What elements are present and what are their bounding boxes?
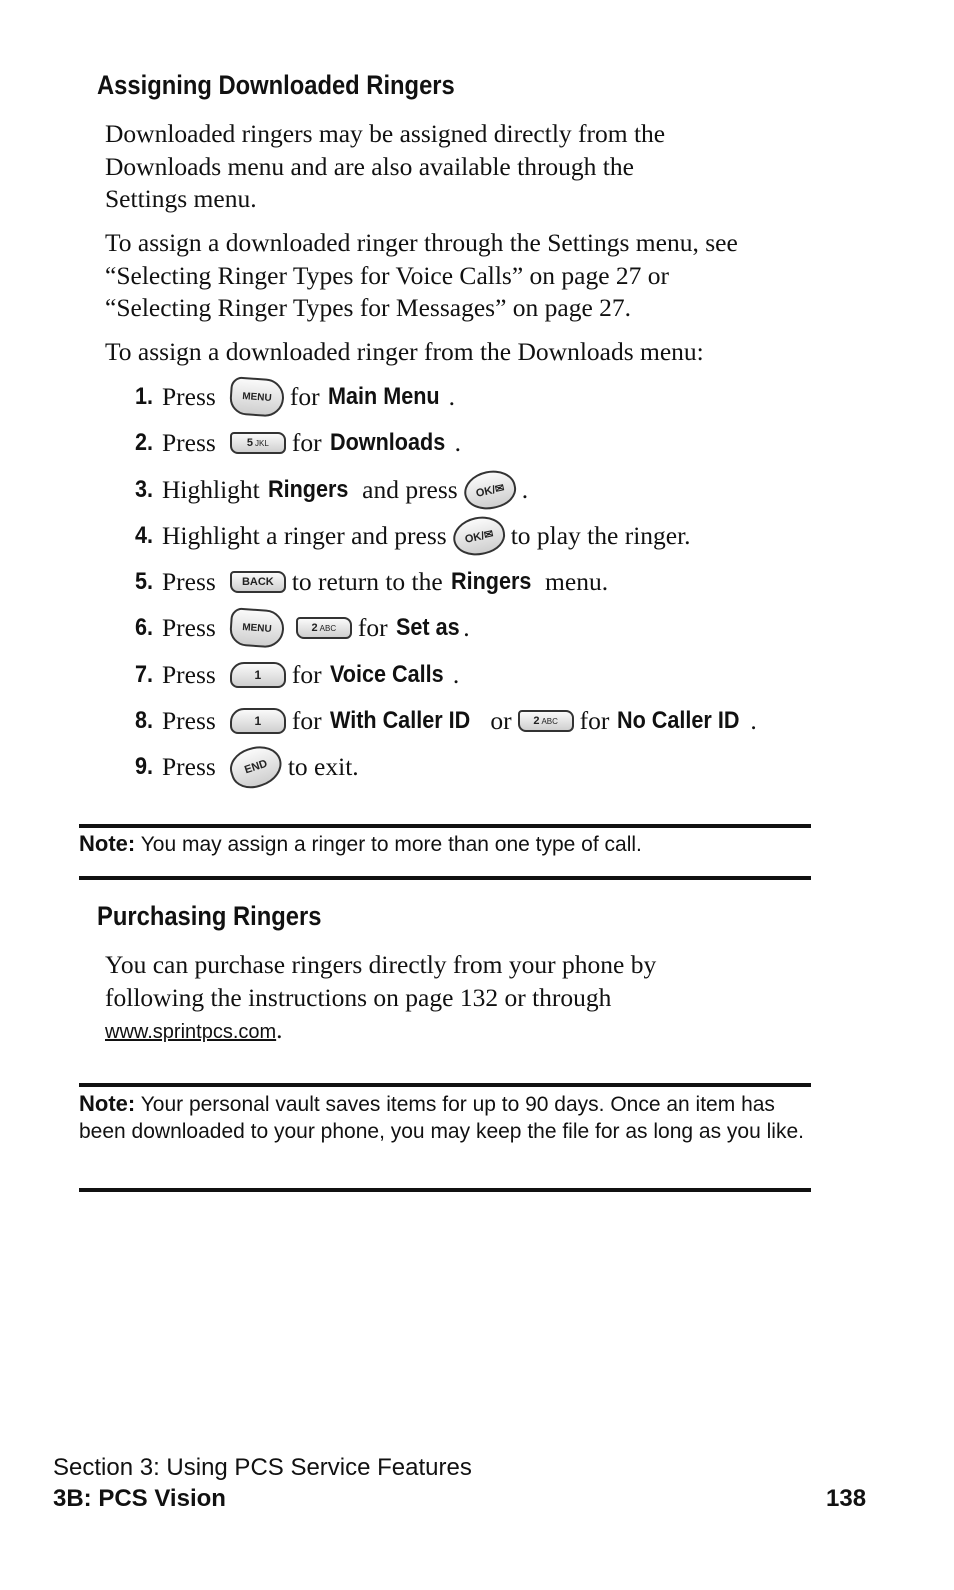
one-key-icon: 1 (230, 662, 286, 688)
step-text: and press (362, 475, 458, 504)
step-2 (135, 423, 461, 463)
footer-chapter: 3B: PCS Vision (53, 1485, 226, 1512)
step-number: 2. (135, 429, 154, 456)
step-text: . (448, 382, 455, 411)
note-box-2 (79, 1091, 811, 1145)
step-text: to exit. (287, 752, 359, 781)
section-heading-assigning: Assigning Downloaded Ringers (97, 70, 455, 100)
step-number: 4. (135, 522, 154, 549)
note-bottom-rule (79, 1188, 811, 1192)
step-bold-term: Ringers (450, 568, 532, 595)
section-heading-purchasing: Purchasing Ringers (97, 901, 322, 931)
footer-section: Section 3: Using PCS Service Features (53, 1454, 472, 1481)
note-bottom-rule (79, 876, 811, 880)
two-key-icon: 2 ABC (518, 710, 574, 732)
menu-key-icon: MENU (229, 376, 286, 418)
paragraph-line: following the instructions on page 132 or through (105, 982, 612, 1012)
paragraph-purchasing: You can purchase ringers directly from your phone by following the instructions on page 132 or through www.sprintpcs.com. (105, 950, 657, 1044)
step-7 (135, 655, 459, 695)
step-text: Press (162, 428, 216, 457)
step-text: to play the ringer. (510, 521, 691, 550)
step-text: Highlight a ringer and press (162, 521, 447, 550)
step-number: 5. (135, 568, 154, 595)
step-bold-term: Voice Calls (329, 661, 444, 688)
step-bold-term: No Caller ID (617, 707, 740, 734)
paragraph-settings-ref (105, 227, 738, 325)
two-key-icon: 2 ABC (296, 617, 352, 639)
paragraph-line: Downloads menu and are also available through the (105, 151, 634, 181)
step-text: . (463, 613, 470, 642)
step-text: for (357, 613, 388, 642)
note-top-rule (79, 824, 811, 828)
step-text: . (521, 475, 529, 504)
paragraph-line: To assign a downloaded ringer from the Downloads menu: (105, 337, 704, 366)
ok-key-icon: OK/✉ (449, 512, 508, 560)
paragraph-line: You can purchase ringers directly from your phone by (105, 950, 657, 979)
one-key-icon: 1 (230, 708, 286, 734)
step-text: . (750, 706, 757, 735)
step-text: for (291, 428, 322, 457)
menu-key-icon: MENU (229, 607, 286, 649)
step-text: Press (162, 752, 216, 781)
step-bold-term: With Caller ID (329, 707, 470, 734)
step-bold-term: Downloads (329, 429, 445, 456)
step-text: for (289, 382, 320, 411)
paragraph-line: Downloaded ringers may be assigned directly from the (105, 119, 666, 148)
step-6 (135, 608, 470, 648)
step-4 (135, 516, 691, 556)
step-bold-term: Ringers (267, 476, 349, 503)
step-text: or (490, 706, 512, 735)
step-text: for (579, 706, 610, 735)
step-bold-term: Main Menu (327, 383, 440, 410)
step-3 (135, 470, 528, 510)
paragraph-line: To assign a downloaded ringer through the Settings menu, see (105, 228, 738, 257)
step-1 (135, 377, 455, 417)
step-text: . (452, 660, 460, 689)
step-text: Press (162, 706, 216, 735)
paragraph-line: “Selecting Ringer Types for Messages” on page 27. (105, 293, 632, 322)
step-text: to return to the (291, 567, 443, 596)
note-box-1 (79, 831, 811, 859)
note-text: Your personal vault saves items for up to 90 days. Once an item has been downloaded to your phone, you may keep the file for as long as you like. (79, 1093, 804, 1143)
step-number: 8. (135, 707, 154, 734)
step-number: 7. (135, 661, 154, 688)
ok-key-icon: OK/✉ (460, 466, 519, 514)
step-number: 1. (135, 383, 154, 410)
note-top-rule (79, 1083, 811, 1087)
paragraph-intro (105, 118, 665, 216)
paragraph-line: Settings menu. (105, 184, 257, 213)
page-number: 138 (826, 1485, 867, 1512)
step-number: 3. (135, 476, 154, 503)
step-text: Press (162, 613, 216, 642)
end-key-icon: END (225, 740, 287, 794)
note-label: Note: (79, 1091, 136, 1116)
note-label: Note: (79, 831, 136, 856)
paragraph-steps-intro (105, 336, 704, 369)
step-text: for (291, 706, 322, 735)
step-bold-term: Set as (395, 614, 460, 641)
step-text: Press (162, 660, 216, 689)
step-number: 9. (135, 753, 154, 780)
step-9 (135, 747, 359, 787)
step-text: menu. (545, 567, 609, 596)
step-5 (135, 562, 608, 602)
step-8 (135, 701, 757, 741)
five-key-icon: 5 JKL (230, 432, 286, 454)
step-number: 6. (135, 614, 154, 641)
step-text: . (454, 428, 461, 457)
step-text: for (291, 660, 322, 689)
sprintpcs-link[interactable]: www.sprintpcs.com (105, 1021, 277, 1043)
back-key-icon: BACK (230, 571, 286, 593)
paragraph-line: “Selecting Ringer Types for Voice Calls” on page 27 or (105, 260, 670, 290)
note-text: You may assign a ringer to more than one type of call. (140, 833, 642, 856)
step-text: Highlight (162, 475, 260, 504)
step-text: Press (162, 382, 216, 411)
step-text: Press (162, 567, 216, 596)
